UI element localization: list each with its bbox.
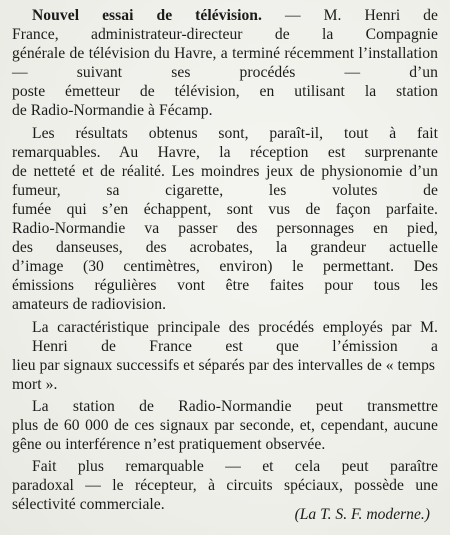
paragraph-1-line-1: — M. Henri de [261,7,439,24]
article-title: Nouvel essai de télévision. [32,7,262,24]
paragraph-1-line-4: poste émetteur de télévision, en utilisant la station [12,83,438,101]
line-title [12,6,438,25]
paragraph-1-line-5: de Radio-Normandie à Fécamp. [12,102,213,120]
paragraph-4-line-1: La station de Radio-Normandie peut transmettre [32,397,438,415]
paragraph-2-line-4: fumée qui s’en échappent, sont vus de façon parfaite. [12,200,438,218]
paragraph-4 [12,397,438,454]
paragraph-2-line-5: Radio-Normandie va passer des personnages en pied, [12,220,438,238]
paragraph-3-line-1: La caractéristique principale des procédés employés par M. Henri de France est que l’émission a [32,318,438,355]
paragraph-2 [12,124,438,315]
paragraph-5-line-1: Fait plus remarquable — et cela peut paraître [32,458,438,476]
paragraph-1-line-3: générale de télévision du Havre, a terminé récemment l’installation — suivant ses procédés — d’un [12,45,438,82]
paragraph-1 [12,6,438,121]
paragraph-2-line-8: émissions régulières vont être faites pour tous les [12,277,438,295]
paragraph-2-line-7: d’image (30 centimètres, environ) le permettant. Des [12,258,438,276]
paragraph-2-line-2: remarquables. Au Havre, la réception est surprenante [12,143,438,161]
paragraph-3-line-2: lieu par signaux successifs et séparés par des intervalles de « temps mort ». [12,356,436,393]
paragraph-2-line-6: des danseuses, des acrobates, la grandeur actuelle [12,239,438,257]
paragraph-2-line-9: amateurs de radiovision. [12,296,167,314]
source-citation: (La T. S. F. moderne.) [294,506,430,523]
article-body [12,6,438,514]
paragraph-2-line-3: de netteté et de réalité. Les moindres jeux de physionomie d’un fumeur, sa cigarette, les volutes de [12,162,438,199]
paragraph-4-line-2: plus de 60 000 de ces signaux par seconde, et, cependant, aucune gêne ou interférence n’est pratiquement observée. [12,416,438,454]
paragraph-2-line-1: Les résultats obtenus sont, paraît-il, tout à fait [32,124,438,142]
paragraph-5-line-2: paradoxal — le récepteur, à circuits spéciaux, possède une sélectivité commerciale. [12,477,438,514]
paragraph-1-line-2: France, administrateur-directeur de la Compagnie [12,26,438,44]
paragraph-3 [12,318,438,394]
